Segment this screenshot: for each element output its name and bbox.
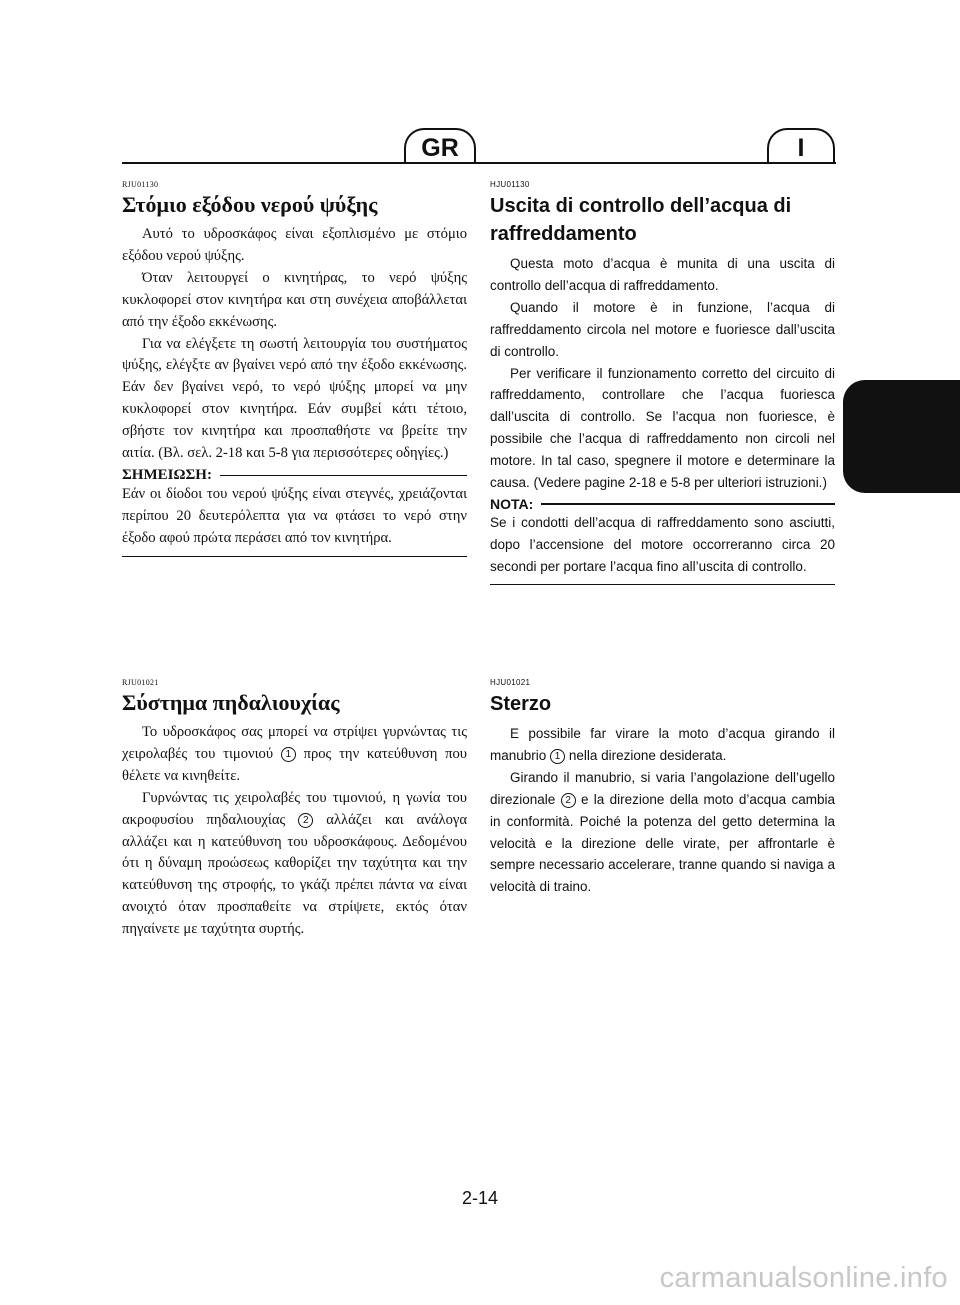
language-tab-gr: GR	[404, 128, 476, 162]
section-title: Uscita di controllo dell’acqua di raffreddamento	[490, 195, 792, 245]
note-text: Εάν οι δίοδοι του νερού ψύξης είναι στεγνές, χρειάζονται περίπου 20 δευτερόλεπτα για να φτάσει το νερό στην έξοδο αφού πρώτα περάσει από τον κινητήρα.	[122, 485, 467, 546]
text-run: Girando il manubrio, si varia l’angolazione dell’ugello direzionale	[490, 769, 835, 807]
callout-marker-2: 2	[298, 813, 313, 828]
text-run: Γυρνώντας τις χειρολαβές του τιμονιού, η γωνία του ακροφυσίου πηδαλιουχίας	[122, 789, 467, 828]
chapter-thumb-tab	[843, 380, 960, 493]
paragraph	[490, 767, 835, 898]
text-run: E possibile far virare la moto d’acqua girando il manubrio	[490, 726, 835, 763]
section-title: Στόμιο εξόδου νερού ψύξης	[122, 192, 378, 217]
section-code: RJU01021	[122, 678, 159, 687]
section-code: RJU01130	[122, 180, 159, 189]
note-header	[122, 467, 467, 484]
callout-marker-1: 1	[550, 749, 565, 764]
paragraph: Quando il motore è in funzione, l’acqua di raffreddamento circola nel motore e fuoriesce dall’uscita di controllo.	[490, 299, 835, 359]
paragraph	[122, 788, 467, 941]
paragraph: Per verificare il funzionamento corretto del circuito di raffreddamento, controllare che l’acqua fuoriesca dall’uscita di controllo. Se l’acqua non fuoriesce, è possibile che l’acqua di raffreddamento non circoli nel motore. In tal caso, spegnere il motore e determinare la causa. (Vedere pagine 2-18 e 5-8 per ulteriori istruzioni.)	[490, 365, 835, 491]
paragraph	[122, 722, 467, 788]
text-run: προς την κατεύθυνση που θέλετε να κινηθείτε.	[122, 745, 467, 784]
section-code: HJU01021	[490, 678, 531, 687]
note-end-rule	[122, 556, 467, 558]
note-text: Se i condotti dell’acqua di raffreddamento sono asciutti, dopo l’accensione del motore occorreranno circa 20 secondi per portare l’acqua fino all’uscita di controllo.	[490, 514, 835, 574]
section-code: HJU01130	[490, 180, 530, 189]
note-rule	[541, 503, 835, 505]
paragraph: Αυτό το υδροσκάφος είναι εξοπλισμένο με στόμιο εξόδου νερού ψύξης.	[122, 226, 467, 264]
paragraph: Όταν λειτουργεί ο κινητήρας, το νερό ψύξης κυκλοφορεί στον κινητήρα και στη συνέχεια αποβάλλεται από την έξοδο εκκένωσης.	[122, 269, 467, 330]
text-run: nella direzione desiderata.	[568, 747, 727, 763]
section-title: Σύστημα πηδαλιουχίας	[122, 690, 340, 715]
it-cooling-section	[490, 180, 835, 585]
note-label: ΣΗΜΕΙΩΣΗ:	[122, 466, 212, 483]
it-steering-section	[490, 678, 835, 898]
note-label: NOTA:	[490, 495, 534, 512]
callout-marker-1: 1	[281, 747, 296, 762]
gr-steering-section	[122, 678, 467, 941]
paragraph: Questa moto d’acqua è munita di una uscita di controllo dell’acqua di raffreddamento.	[490, 256, 835, 293]
text-run: Το υδροσκάφος σας μπορεί να στρίψει γυρνώντας τις χειρολαβές του τιμονιού	[122, 724, 467, 762]
gr-cooling-section	[122, 180, 467, 557]
language-tab-i: I	[767, 128, 835, 162]
paragraph: Για να ελέγξετε τη σωστή λειτουργία του συστήματος ψύξης, ελέγξτε αν βγαίνει νερό από την έξοδο εκκένωσης. Εάν δεν βγαίνει νερό, το νερό ψύξης μπορεί να μην κυκλοφορεί στον κινητήρα. Εάν συμβεί κάτι τέτοιο, σβήστε τον κινητήρα και προσπαθήστε να βρείτε την αιτία. (Βλ. σελ. 2-18 και 5-8 για περισσότερες οδηγίες.)	[122, 335, 467, 462]
note-end-rule	[490, 584, 835, 586]
paragraph	[490, 723, 835, 767]
note-rule	[220, 475, 467, 477]
section-title: Sterzo	[490, 693, 552, 715]
text-run: αλλάζει και ανάλογα αλλάζει και η κατεύθυνση του υδροσκάφους. Δεδομένου ότι η δύναμη προώσεως καθορίζει την ταχύτητα και την κατεύθυνση της στροφής, το γκάζι πρέπει πάντα να είναι ανοιχτό όταν προσπαθείτε να στρίψετε, εκτός όταν πηγαίνετε με ταχύτητα συρτής.	[122, 811, 467, 938]
page-number: 2-14	[461, 1188, 499, 1208]
text-run: e la direzione della moto d’acqua cambia in conformità. Poiché la potenza del getto determina la velocità e la direzione delle virate, per affrontarle è sempre necessario accelerare, tranne quando si naviga a velocità di traino.	[490, 791, 835, 895]
watermark-text: carmanualsonline.info	[659, 1262, 948, 1294]
callout-marker-2: 2	[561, 793, 576, 808]
header-rule	[122, 162, 836, 164]
note-header	[490, 496, 835, 512]
